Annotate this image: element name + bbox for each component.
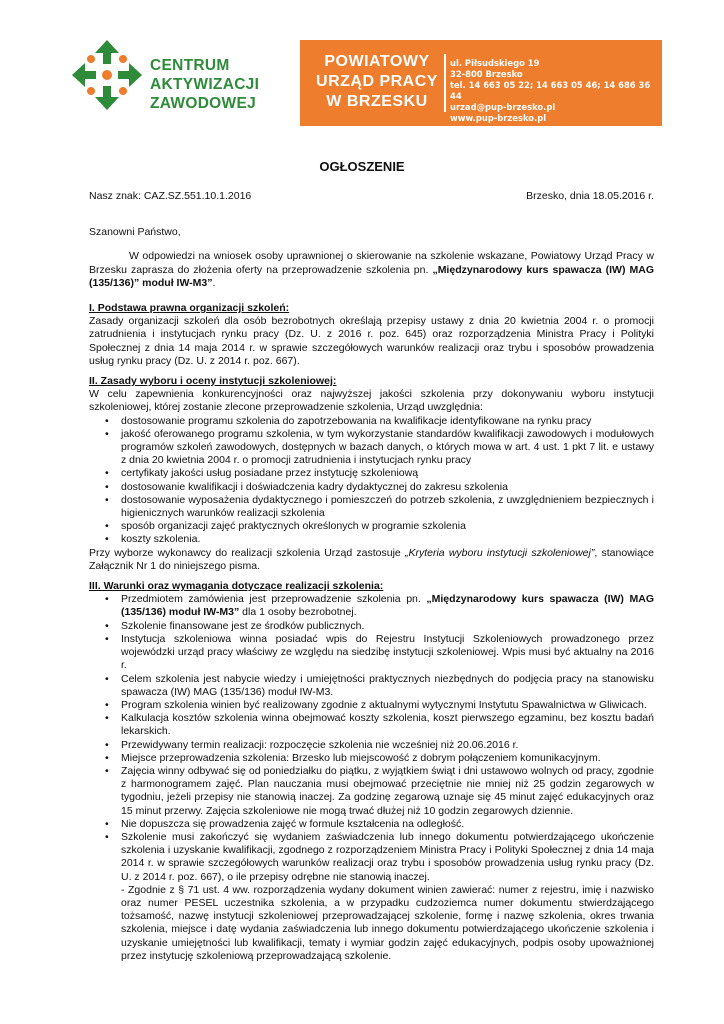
criteria-title: „Kryteria wyboru instytucji szkoleniowej” [404, 546, 595, 559]
contact-website[interactable]: www.pup-brzesko.pl [450, 113, 547, 123]
closing-end: , stanowiące Załącznik Nr 1 do niniejszego pisma. [89, 546, 654, 572]
list-item: • Nie dopuszcza się prowadzenia zajęć w formule kształcenia na odległość. [121, 818, 654, 831]
list-item: • Szkolenie musi zakończyć się wydaniem zaświadczenia lub innego dokumentu potwierdzającego ukończenie szkolenia i uzyskanie kwalifikacji, zgodnego z rozporządzeniem Ministra Pracy i Polityki Społecznej z dnia 14 maja 2014 r. w sprawie szczegółowych warunków realizacji oraz trybu i sposobów prowadzenia usług rynku pracy (Dz. U. z 2014 r. poz. 667), o ile przepisy odrębne nie stanowią inaczej. [121, 831, 654, 884]
contact-address: ul. Piłsudskiego 19 [450, 58, 540, 68]
caz-arrows-logo-icon [72, 40, 142, 110]
contact-email[interactable]: urzad@pup-brzesko.pl [450, 102, 556, 112]
page-title: OGŁOSZENIE [319, 159, 405, 174]
banner-divider [444, 54, 446, 112]
intro-text: W odpowiedzi na wniosek osoby uprawnionej o skierowanie na szkolenie wskazane, Powiatowy Urząd Pracy w Brzesku zaprasza do złożenia oferty na przeprowadzenie szkolenia pn. [89, 250, 654, 276]
list-item: • sposób organizacji zajęć praktycznych określonych w programie szkolenia [121, 520, 654, 533]
section-1-text: Zasady organizacji szkoleń dla osób bezrobotnych określają przepisy ustawy z dnia 20 kwietnia 2004 r. o promocji zatrudnienia i instytucjach rynku pracy (Dz. U. z 2016 r. poz. 645) oraz rozporządzenia Ministra Pracy i Polityki Społecznej z dnia 14 maja 2014 r. w sprawie szczegółowych warunków realizacji oraz trybu i sposobów prowadzenia usług rynku pracy (Dz. U. z 2014 r. poz. 667). [89, 315, 654, 367]
caz-line: AKTYWIZACJI [150, 76, 260, 93]
course-name: „Międzynarodowy kurs spawacza (IW) MAG (135/136) moduł IW-M3” [121, 593, 654, 619]
document-date: Brzesko, dnia 18.05.2016 r. [526, 190, 654, 202]
reference-number: Nasz znak: CAZ.SZ.551.10.1.2016 [89, 190, 252, 202]
list-item: • dostosowanie wyposażenia dydaktycznego i pomieszczeń do potrzeb szkolenia, z uwzględnieniem bezpiecznych i higienicznych warunków realizacji szkolenia [121, 494, 654, 520]
list-item: • certyfikaty jakości usług posiadane przez instytucję szkoleniową [121, 467, 654, 480]
intro-paragraph [89, 250, 654, 290]
pup-line: W BRZESKU [326, 93, 428, 110]
criteria-list [89, 415, 654, 547]
pup-line: POWIATOWY [324, 53, 430, 70]
list-item: • Celem szkolenia jest nabycie wiedzy i umiejętności praktycznych niezbędnych do podjęcia pracy na stanowisku spawacza (IW) MAG (135/136) moduł IW-M3. [121, 673, 654, 699]
section-3-heading: III. Warunki oraz wymagania dotyczące realizacji szkolenia: [89, 580, 384, 593]
list-item: • Miejsce przeprowadzenia szkolenia: Brzesko lub miejscowość z dobrym połączeniem komunikacyjnym. [121, 752, 654, 765]
pup-contact [450, 58, 662, 124]
list-item: • Zajęcia winny odbywać się od poniedziałku do piątku, z wyjątkiem świąt i dni ustawowo wolnych od pracy, zgodnie z harmonogramem zajęć. Plan nauczania musi obejmować przeciętnie nie mniej niż 25 godzin zegarowych w tygodniu, jeżeli przepisy nie stanowią inaczej. Za godzinę zegarową uznaje się 45 minut zajęć edukacyjnych oraz 15 minut przerwy. Zajęcia szkoleniowe nie mogą trwać dłużej niż 10 godzin zegarowych dziennie. [121, 765, 654, 818]
contact-phone: tel. 14 663 05 22; 14 663 05 46; 14 686 36 44 [450, 80, 651, 101]
certificate-note: - Zgodnie z § 71 ust. 4 ww. rozporządzenia wydany dokument winien zawierać: numer z rejestru, imię i nazwisko oraz numer PESEL uczestnika szkolenia, a w przypadku cudzoziemca numer dokumentu stwierdzającego tożsamość, nazwę instytucji szkoleniowej przeprowadzającej szkolenie, formę i nazwę szkolenia, okres trwania szkolenia, miejsce i datę wydania zaświadczenia lub innego dokumentu potwierdzającego ukończenie szkolenia i uzyskanie umiejętności lub kwalifikacji, tematy i wymiar godzin zajęć edukacyjnych, podpis osoby upoważnionej przez instytucję szkoleniową przeprowadzającą szkolenie. [121, 883, 654, 962]
list-item: • Kalkulacja kosztów szkolenia winna obejmować koszty szkolenia, koszt pierwszego egzaminu, bez kosztu badań lekarskich. [121, 712, 654, 738]
item-text: dla 1 osoby bezrobotnej. [239, 606, 357, 619]
reference-row [89, 190, 654, 203]
course-name: „Międzynarodowy kurs spawacza (IW) MAG (135/136)” moduł IW-M3” [89, 263, 654, 289]
caz-line: CENTRUM [150, 57, 230, 74]
section-2-intro: W celu zapewnienia konkurencyjności oraz najwyższej jakości szkolenia przy dokonywaniu wyboru instytucji szkoleniowej, której zostanie zlecone przeprowadzenie szkolenia, Urząd uwzględnia: [89, 388, 654, 414]
section-2-heading: II. Zasady wyboru i oceny instytucji szkoleniowej: [89, 375, 337, 388]
contact-city: 32-800 Brzesko [450, 69, 523, 79]
conditions-list [89, 593, 654, 883]
caz-name [150, 56, 259, 113]
list-item: • koszty szkolenia. [121, 533, 654, 546]
pup-name [310, 52, 444, 112]
list-item: • Instytucja szkoleniowa winna posiadać wpis do Rejestru Instytucji Szkoleniowych prowadzonego przez wojewódzki urząd pracy właściwy ze względu na siedzibę instytucji szkoleniowej. Wpis musi być aktualny na 2016 r. [121, 633, 654, 673]
list-item [121, 593, 654, 619]
section-2-closing [89, 547, 654, 573]
closing-text: Przy wyborze wykonawcy do realizacji szkolenia Urząd zastosuje [89, 546, 405, 559]
section-1-heading: I. Podstawa prawna organizacji szkoleń: [89, 302, 290, 315]
list-item: • Szkolenie finansowane jest ze środków publicznych. [121, 620, 654, 633]
pup-line: URZĄD PRACY [316, 73, 438, 90]
letterhead [0, 0, 724, 160]
list-item: • jakość oferowanego programu szkolenia, w tym wykorzystanie standardów kwalifikacji zawodowych i modułowych programów szkoleń zawodowych, dostępnych w bazach danych, o których mowa w art. 4 ust. 1 pkt 7 lit. e ustawy z dnia 20 kwietnia 2004 r. o promocji zatrudnienia i instytucjach rynku pracy [121, 428, 654, 468]
item-text: Przedmiotem zamówienia jest przeprowadzenie szkolenia pn. [121, 593, 427, 606]
list-item: • dostosowanie kwalifikacji i doświadczenia kadry dydaktycznej do zakresu szkolenia [121, 481, 654, 494]
salutation: Szanowni Państwo, [89, 226, 181, 239]
document-body [89, 190, 654, 963]
caz-line: ZAWODOWEJ [150, 95, 257, 112]
pup-banner [300, 40, 662, 126]
list-item: • dostosowanie programu szkolenia do zapotrzebowania na kwalifikacje identyfikowane na rynku pracy [121, 415, 654, 428]
list-item: • Program szkolenia winien być realizowany zgodnie z aktualnymi wytycznymi Instytutu Spawalnictwa w Gliwicach. [121, 699, 654, 712]
intro-end: . [212, 276, 216, 289]
list-item: • Przewidywany termin realizacji: rozpoczęcie szkolenia nie wcześniej niż 20.06.2016 r. [121, 739, 654, 752]
